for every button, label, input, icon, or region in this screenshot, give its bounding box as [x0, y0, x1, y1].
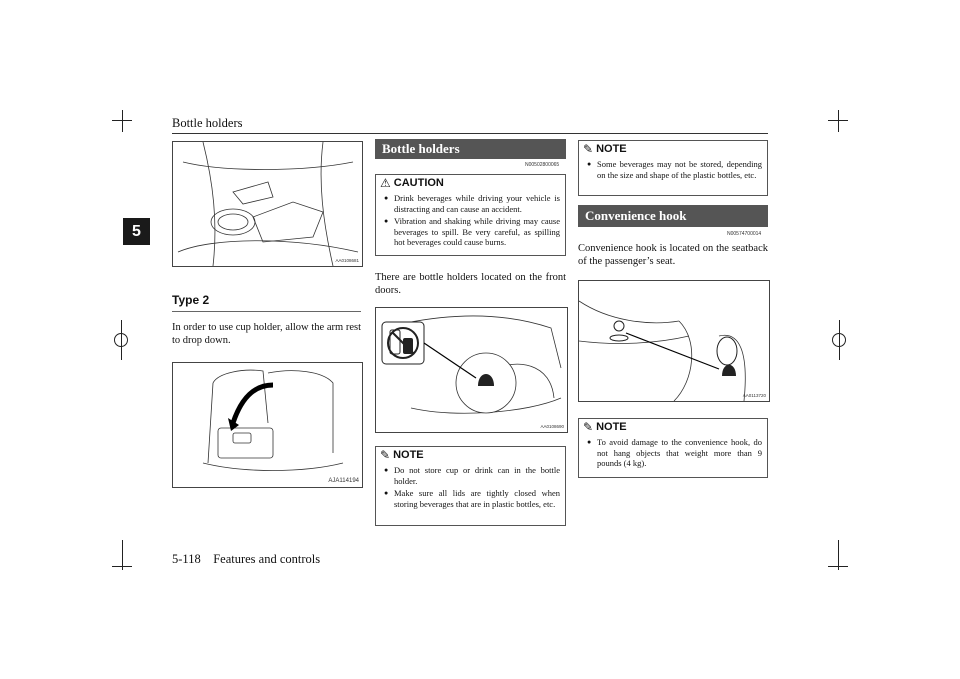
crop-mark	[838, 110, 839, 132]
page-footer: 5-118 Features and controls	[172, 552, 321, 566]
cup-holder-figure	[172, 141, 363, 267]
note-label: NOTE	[596, 421, 627, 433]
type2-heading: Type 2	[172, 293, 210, 307]
list-item: ● Make sure all lids are tightly closed when storing beverages that are in plastic bottles, etc.	[394, 488, 560, 509]
header-rule	[172, 133, 768, 134]
note-list	[376, 465, 565, 509]
crop-mark	[112, 566, 132, 567]
figure-code: AA0108690	[540, 424, 564, 429]
note-box	[578, 140, 768, 196]
crop-mark	[112, 120, 132, 121]
crop-mark	[122, 110, 123, 132]
figure-code: AA0108681	[335, 258, 359, 263]
armrest-illustration	[173, 363, 362, 487]
note-header	[579, 419, 767, 435]
crop-mark	[828, 120, 848, 121]
note-label: NOTE	[393, 449, 424, 461]
caution-header	[376, 175, 565, 191]
door-bottle-holder-figure	[375, 307, 568, 433]
door-illustration	[376, 308, 567, 432]
chapter-tab: 5	[123, 218, 150, 245]
figure-code: AJA114194	[328, 478, 359, 484]
list-item: ● Some beverages may not be stored, depending on the size and shape of the plastic bottles, etc.	[597, 159, 762, 180]
list-item: ● To avoid damage to the convenience hook, do not hang objects that weight more than 9 pounds (4 kg).	[597, 437, 762, 469]
crop-mark	[121, 320, 122, 360]
note-header	[579, 141, 767, 157]
cup-holder-illustration	[173, 142, 362, 266]
note-header	[376, 447, 565, 463]
note-list	[579, 159, 767, 180]
bottle-holders-text: There are bottle holders located on the front doors.	[375, 272, 566, 296]
caution-label: CAUTION	[393, 177, 444, 189]
list-item: ● Drink beverages while driving your vehicle is distracting and can cause an accident.	[394, 193, 560, 214]
caution-box	[375, 174, 566, 256]
convenience-hook-heading: Convenience hook	[578, 205, 768, 227]
caution-list	[376, 193, 565, 248]
note-label: NOTE	[596, 143, 627, 155]
note-icon: ✎	[583, 142, 594, 156]
note-list	[579, 437, 767, 469]
note-box	[375, 446, 566, 526]
figure-code: AA0113720	[742, 393, 766, 398]
note-box	[578, 418, 768, 478]
note-icon: ✎	[583, 420, 594, 434]
note-icon: ✎	[380, 448, 391, 462]
warning-triangle-icon: ⚠	[380, 176, 391, 190]
list-item: ● Vibration and shaking while driving may cause beverages to spill. Be very careful, as spilling hot beverages could cause burns.	[394, 216, 560, 248]
section-code: N00574700014	[727, 231, 762, 237]
type2-text: In order to use cup holder, allow the arm rest to drop down.	[172, 322, 361, 346]
convenience-hook-figure	[578, 280, 770, 402]
crop-mark	[828, 566, 848, 567]
hook-illustration	[579, 281, 769, 401]
section-code: N00502800065	[525, 162, 560, 168]
heading-rule	[172, 311, 361, 312]
convenience-hook-text: Convenience hook is located on the seatback of the passenger’s seat.	[578, 243, 768, 267]
crop-mark	[839, 320, 840, 360]
bottle-holders-heading: Bottle holders	[375, 139, 566, 159]
list-item: ● Do not store cup or drink can in the bottle holder.	[394, 465, 560, 486]
running-title: Bottle holders	[172, 116, 243, 130]
armrest-figure	[172, 362, 363, 488]
